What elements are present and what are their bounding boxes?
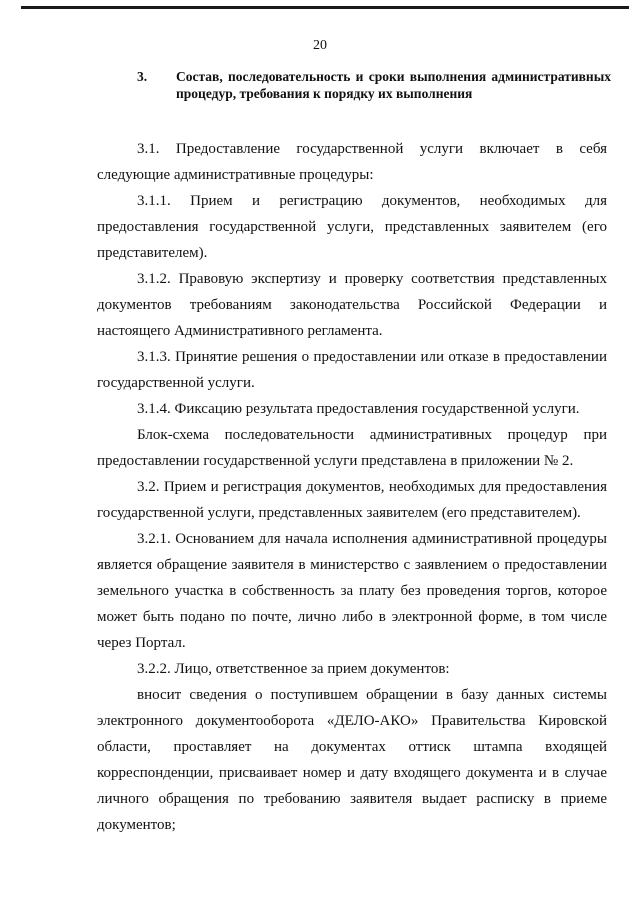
paragraph-3-2-2: 3.2.2. Лицо, ответственное за прием документов: [137,661,450,677]
paragraph-3-1-3: 3.1.3. Принятие решения о предоставлении или отказе в предоставлении государственной услуги. [97,349,607,391]
paragraph-3-2-1: 3.2.1. Основанием для начала исполнения административной процедуры является обращение заявителя в министерство с заявлением о предоставлении земельного участка в собственность за плату без проведения торгов, которое может быть подано по почте, лично либо в электронной форме, в том числе через Портал. [97,531,607,651]
paragraph-3-1-1: 3.1.1. Прием и регистрацию документов, необходимых для предоставления государственной услуги, представленных заявителем (его представителем). [97,193,607,261]
paragraph-3-1: 3.1. Предоставление государственной услуги включает в себя следующие административные процедуры: [97,141,607,183]
top-rule [21,6,629,9]
paragraph-registration-duties: вносит сведения о поступившем обращении в базу данных системы электронного документооборота «ДЕЛО-АКО» Правительства Кировской области, проставляет на документах оттиск штампа входящей корреспонденции, присваивает номер и дату входящего документа и в случае личного обращения по требованию заявителя выдает расписку в приеме документов; [97,687,607,833]
page-number: 20 [313,38,327,53]
paragraph-block-diagram: Блок-схема последовательности административных процедур при предоставлении государственной услуги представлена в приложении № 2. [97,427,607,469]
paragraph-3-1-2: 3.1.2. Правовую экспертизу и проверку соответствия представленных документов требованиям законодательства Российской Федерации и настоящего Административного регламента. [97,271,607,339]
document-body [97,136,607,838]
paragraph-3-1-4: 3.1.4. Фиксацию результата предоставления государственной услуги. [137,401,580,417]
section-number: 3. [137,69,148,84]
section-title: Состав, последовательность и сроки выполнения административных процедур, требования к порядку их выполнения [176,69,611,101]
paragraph-3-2: 3.2. Прием и регистрация документов, необходимых для предоставления государственной услуги, представленных заявителем (его представителем). [97,479,607,521]
section-heading [137,68,611,102]
